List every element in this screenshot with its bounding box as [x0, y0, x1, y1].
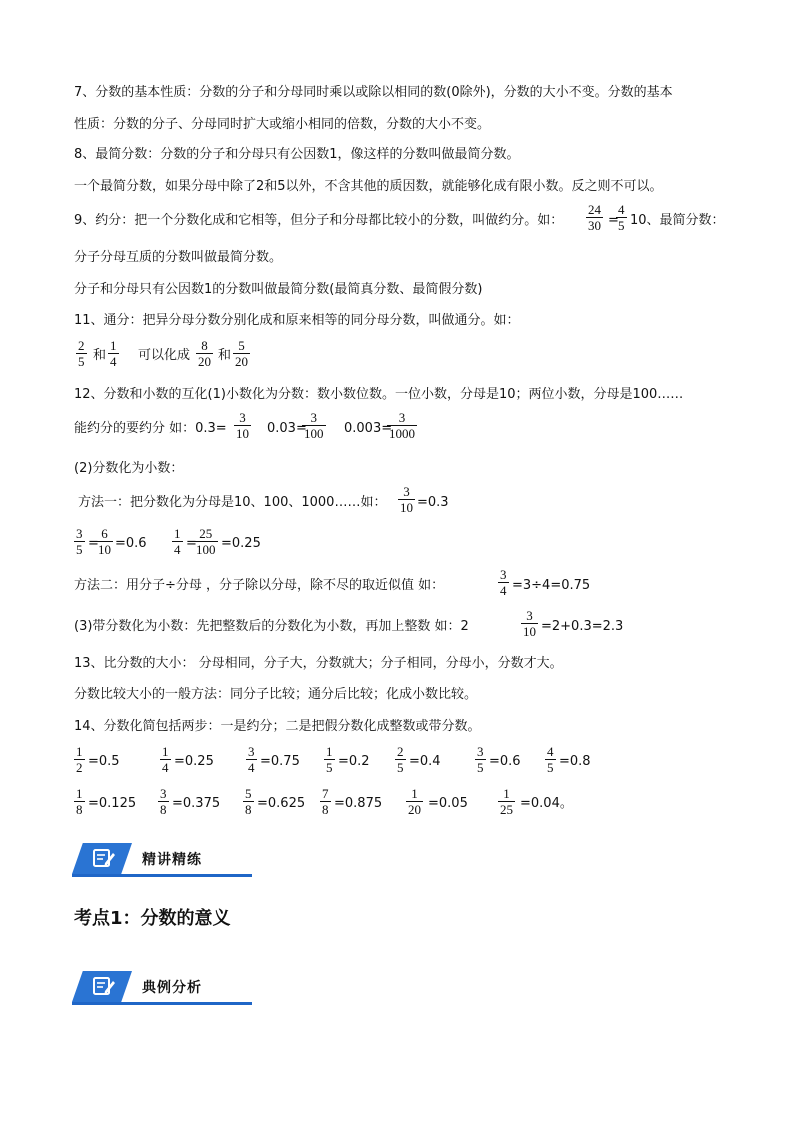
line-8b: 一个最简分数，如果分母中除了2和5以外，不含其他的质因数，就能够化成有限小数。反之则不可以。: [74, 179, 663, 194]
value-0-003: 0.003=: [344, 421, 393, 436]
fraction-25-100: $\frac{25}{100}$: [196, 526, 216, 557]
fraction-3-5: $\frac{3}{5}$: [76, 526, 83, 557]
fraction-3-10-b: $\frac{3}{10}$: [400, 484, 413, 515]
can-become: 可以化成: [138, 348, 191, 363]
line-12b-pre: 能约分的要约分 如：0.3=: [74, 421, 227, 436]
table-value: =0.625: [257, 796, 306, 811]
table-value: =0.4: [409, 754, 441, 769]
fraction-6-10: $\frac{6}{10}$: [98, 526, 111, 557]
table-fraction: $\frac{1}{20}$: [408, 786, 421, 817]
table-value: =0.25: [174, 754, 214, 769]
line-9b: 分子分母互质的分数叫做最简分数。: [74, 250, 283, 265]
fraction-3-10-c: $\frac{3}{10}$: [523, 608, 536, 639]
fraction-3-100: $\frac{3}{100}$: [304, 410, 324, 441]
table-value: =0.04。: [520, 796, 573, 811]
table-fraction: $\frac{1}{5}$: [326, 744, 333, 775]
line-7b: 性质：分数的分子、分母同时扩大或缩小相同的倍数，分数的大小不变。: [74, 117, 491, 132]
table-value: =0.375: [172, 796, 221, 811]
fraction-1-4-b: $\frac{1}{4}$: [174, 526, 181, 557]
line-12f-pre: 方法二：用分子÷分母 ，分子除以分母，除不尽的取近似值 如：: [74, 578, 445, 593]
table-value: =0.05: [428, 796, 468, 811]
fraction-24-30: $\frac{24}{30}$: [588, 202, 601, 233]
line-14: 14、分数化简包括两步：一是约分；二是把假分数化成整数或带分数。: [74, 719, 481, 734]
and-2: 和: [218, 348, 232, 363]
line-12d-pre: 方法一：把分数化为分母是10、100、1000……如：: [78, 495, 387, 510]
line-12g-pre: (3)带分数化为小数：先把整数后的分数化为小数，再加上整数 如：2: [74, 619, 469, 634]
line-12c: (2)分数化为小数：: [74, 461, 184, 476]
fraction-3-4: $\frac{3}{4}$: [500, 567, 507, 598]
table-value: =0.875: [334, 796, 383, 811]
note-pencil-icon: [92, 975, 116, 997]
line-12g-post: =2+0.3=2.3: [541, 619, 624, 634]
equals-a: =: [88, 536, 99, 551]
fraction-3-10: $\frac{3}{10}$: [236, 410, 249, 441]
section-banner-dianli: [72, 971, 262, 1005]
line-13b: 分数比较大小的一般方法：同分子比较；通分后比较；化成小数比较。: [74, 687, 478, 702]
banner-underline: [72, 874, 252, 877]
banner-label: 精讲精练: [142, 852, 202, 868]
table-value: =0.8: [559, 754, 591, 769]
line-7a: 7、分数的基本性质：分数的分子和分母同时乘以或除以相同的数(0除外)，分数的大小不变。分数的基本: [74, 85, 673, 100]
equals-sign: =: [608, 213, 619, 228]
note-pencil-icon: [92, 847, 116, 869]
table-value: =0.2: [338, 754, 370, 769]
value-0-6: =0.6: [115, 536, 147, 551]
fraction-1-4: $\frac{1}{4}$: [110, 338, 117, 369]
line-12d-post: =0.3: [417, 495, 449, 510]
line-12a: 12、分数和小数的互化(1)小数化为分数：数小数位数。一位小数，分母是10；两位小数，分母是100……: [74, 387, 684, 402]
table-fraction: $\frac{1}{25}$: [500, 786, 513, 817]
table-value: =0.5: [88, 754, 120, 769]
equals-b: =: [186, 536, 197, 551]
banner-underline: [72, 1002, 252, 1005]
table-fraction: $\frac{3}{8}$: [160, 786, 167, 817]
line-9-pre: 9、约分：把一个分数化成和它相等，但分子和分母都比较小的分数，叫做约分。如：: [74, 213, 564, 228]
fraction-8-20: $\frac{8}{20}$: [198, 338, 211, 369]
value-0-25: =0.25: [221, 536, 261, 551]
table-fraction: $\frac{1}{8}$: [76, 786, 83, 817]
table-fraction: $\frac{3}{4}$: [248, 744, 255, 775]
table-fraction: $\frac{7}{8}$: [322, 786, 329, 817]
line-11: 11、通分：把异分母分数分别化成和原来相等的同分母分数，叫做通分。如：: [74, 313, 520, 328]
table-fraction: $\frac{1}{4}$: [162, 744, 169, 775]
line-12f-post: =3÷4=0.75: [512, 578, 591, 593]
table-value: =0.6: [489, 754, 521, 769]
line-8a: 8、最简分数：分数的分子和分母只有公因数1，像这样的分数叫做最简分数。: [74, 147, 520, 162]
fraction-3-1000: $\frac{3}{1000}$: [389, 410, 415, 441]
line-10: 分子和分母只有公因数1的分数叫做最简分数(最简真分数、最简假分数): [74, 282, 483, 297]
table-fraction: $\frac{3}{5}$: [477, 744, 484, 775]
fraction-4-5: $\frac{4}{5}$: [618, 202, 625, 233]
table-value: =0.125: [88, 796, 137, 811]
section-heading: 考点1：分数的意义: [74, 908, 231, 929]
table-fraction: $\frac{2}{5}$: [397, 744, 404, 775]
fraction-5-20: $\frac{5}{20}$: [235, 338, 248, 369]
value-0-03: 0.03=: [267, 421, 307, 436]
table-fraction: $\frac{5}{8}$: [245, 786, 252, 817]
line-9-post: 10、最简分数：: [630, 213, 725, 228]
and-1: 和: [93, 348, 107, 363]
line-13a: 13、比分数的大小： 分母相同，分子大，分数就大；分子相同，分母小，分数才大。: [74, 656, 563, 671]
table-fraction: $\frac{1}{2}$: [76, 744, 83, 775]
table-fraction: $\frac{4}{5}$: [547, 744, 554, 775]
section-banner-jingjiang: [72, 843, 262, 877]
fraction-2-5: $\frac{2}{5}$: [78, 338, 85, 369]
banner-label: 典例分析: [142, 980, 202, 996]
table-value: =0.75: [260, 754, 300, 769]
